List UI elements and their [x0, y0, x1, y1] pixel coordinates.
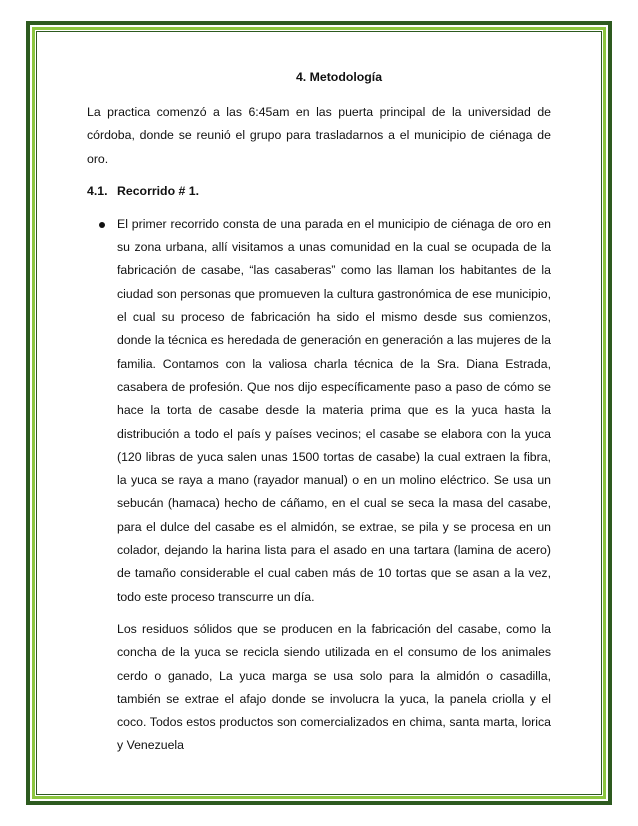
- intro-paragraph: La practica comenzó a las 6:45am en las puerta principal de la universidad de córdoba, donde se reunió el grupo para trasladarnos a el municipio de ciénaga de oro.: [87, 105, 551, 166]
- subsection-heading: [87, 180, 551, 203]
- bullet-icon: [99, 222, 105, 228]
- bullet-paragraph: El primer recorrido consta de una parada en el municipio de ciénaga de oro en su zona urbana, allí visitamos a unas comunidad en la cual se ocupada de la fabricación de casabe, “las casaberas” como las llaman los habitantes de la ciudad son personas que promueven la cultura gastronómica de ese municipio, el cual su proceso de fabricación ha sido el mismo desde sus comienzos, donde la técnica es heredada de generación en generación a las mujeres de la familia. Contamos con la valiosa charla técnica de la Sra. Diana Estrada, casabera de profesión. Que nos dijo específicamente paso a paso de cómo se hace la torta de casabe desde la materia prima que es la yuca hasta la distribución a todo el país y países vecinos; el casabe se elabora con la yuca (120 libras de yuca salen unas 1500 tortas de casabe) la cual extraen la fibra, la yuca se raya a mano (rayador manual) o en un molino eléctrico. Se usa un sebucán (hamaca) hecho de cáñamo, en el cual se seca la masa del casabe, para el dulce del casabe es el almidón, se extrae, se pila y se procesa en un colador, dejando la harina lista para el asado en una tartara (lamina de acero) de tamaño considerable el cual caben más de 10 tortas que se asan a la vez, todo este proceso transcurre un día.: [117, 216, 551, 604]
- section-heading: 4. Metodología: [295, 70, 383, 84]
- subsection-number: 4.1.: [87, 183, 108, 198]
- subsection-title: Recorrido # 1.: [117, 183, 200, 198]
- bullet-list-item: [87, 213, 551, 758]
- document-body: [87, 66, 551, 758]
- residuos-paragraph: Los residuos sólidos que se producen en la fabricación del casabe, como la concha de la yuca se recicla siendo utilizada en el consumo de los animales cerdo o ganado, La yuca marga se usa solo para la almidón o casadilla, también se extrae el afajo donde se involucra la yuca, la panela criolla y el coco. Todos estos productos son comercializados en chima, santa marta, lorica y Venezuela: [117, 621, 551, 753]
